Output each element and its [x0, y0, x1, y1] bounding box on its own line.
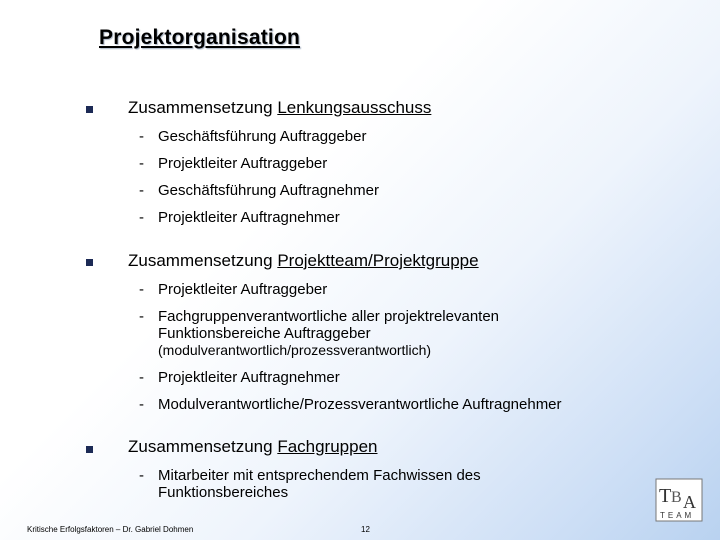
tba-team-logo: [655, 478, 703, 522]
item-text: Geschäftsführung Auftragnehmer: [158, 182, 379, 199]
item-text: Geschäftsführung Auftraggeber: [158, 128, 367, 145]
dash: -: [139, 128, 144, 145]
square-bullet-icon: [86, 446, 93, 453]
item-text-line1: Fachgruppenverantwortliche aller projektrelevanten: [158, 308, 500, 325]
list-item: [139, 128, 367, 145]
item-text: Modulverantwortliche/Prozessverantwortliche Auftragnehmer: [158, 396, 562, 413]
item-note: (modulverantwortlich/prozessverantwortlich): [158, 342, 432, 358]
list-item: [139, 467, 481, 501]
list-item: [139, 155, 328, 172]
dash: -: [139, 396, 144, 413]
list-item: [139, 182, 379, 199]
item-text: Projektleiter Auftragnehmer: [158, 209, 340, 226]
heading-prefix: Zusammensetzung: [128, 98, 273, 117]
heading-link: Projektteam/Projektgruppe: [277, 251, 479, 270]
logo-team-text: TEAM: [660, 511, 695, 520]
dash: -: [139, 182, 144, 199]
section-heading: [128, 437, 378, 457]
dash: -: [139, 308, 144, 325]
item-text: Projektleiter Auftraggeber: [158, 281, 328, 298]
slide-title: Projektorganisation: [99, 26, 301, 49]
item-text-line2: Funktionsbereiches: [158, 484, 289, 501]
item-text: Projektleiter Auftraggeber: [158, 155, 328, 172]
heading-link: Lenkungsausschuss: [277, 98, 432, 117]
item-text-line2: Funktionsbereiche Auftraggeber: [158, 325, 371, 342]
dash: -: [139, 281, 144, 298]
list-item: [139, 396, 562, 413]
dash: -: [139, 155, 144, 172]
heading-prefix: Zusammensetzung: [128, 251, 273, 270]
svg-text:A: A: [683, 492, 696, 512]
dash: -: [139, 209, 144, 226]
square-bullet-icon: [86, 259, 93, 266]
footer-text: Kritische Erfolgsfaktoren – Dr. Gabriel Dohmen: [27, 525, 194, 534]
dash: -: [139, 467, 144, 484]
list-item: [139, 308, 500, 358]
item-text-line1: Mitarbeiter mit entsprechendem Fachwissen des: [158, 467, 481, 484]
list-item: [139, 281, 328, 298]
section-heading: [128, 98, 431, 118]
item-text: [158, 308, 499, 359]
list-item: [139, 369, 340, 386]
item-text: [158, 467, 481, 501]
item-text: Projektleiter Auftragnehmer: [158, 369, 340, 386]
svg-text:B: B: [671, 489, 682, 506]
section-heading: [128, 251, 479, 271]
heading-link: Fachgruppen: [277, 437, 378, 456]
page-number: 12: [361, 525, 370, 534]
svg-text:T: T: [659, 485, 672, 507]
heading-prefix: Zusammensetzung: [128, 437, 273, 456]
dash: -: [139, 369, 144, 386]
list-item: [139, 209, 340, 226]
square-bullet-icon: [86, 106, 93, 113]
